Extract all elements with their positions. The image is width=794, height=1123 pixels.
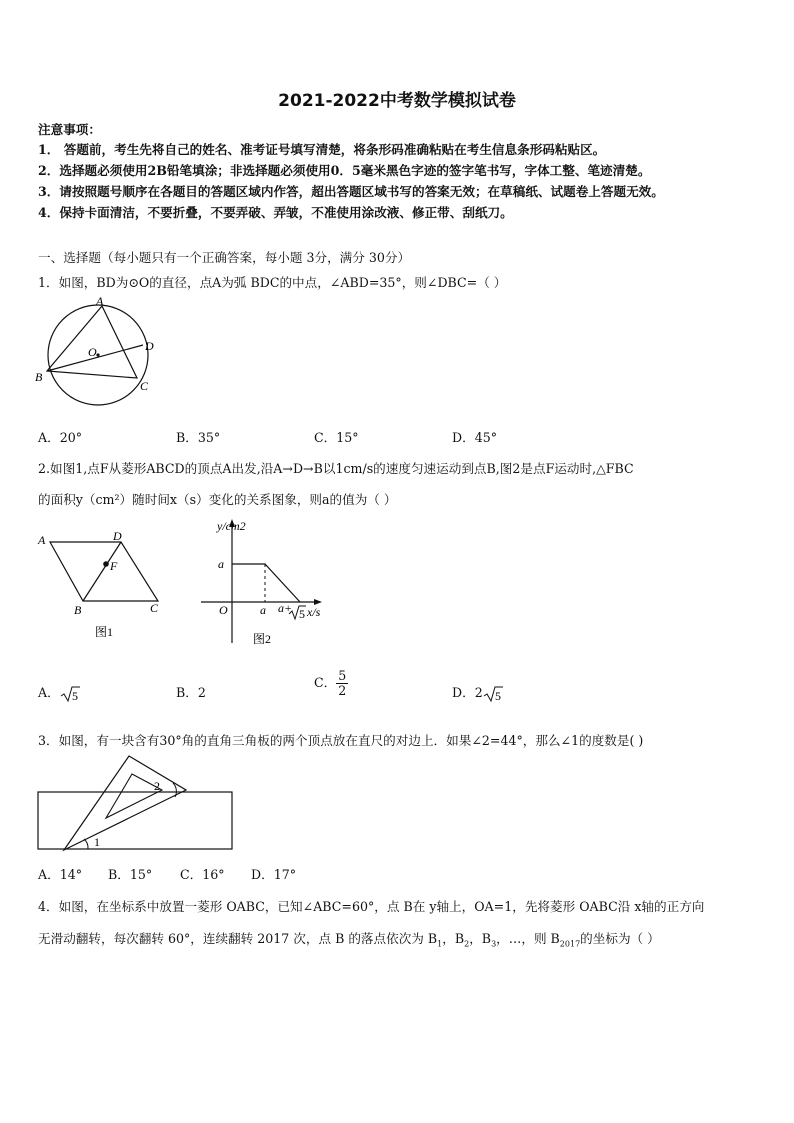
angle-1-label: 1: [94, 835, 100, 849]
x-axis-label: x/s: [307, 605, 321, 619]
q3-option-a: A．14°: [38, 867, 83, 882]
radicand: 5: [494, 688, 501, 703]
fraction: [336, 669, 348, 698]
note-item: 3．请按照题号顺序在各题目的答题区域内作答，超出答题区域书写的答案无效；在草稿纸、试题卷上答题无效。: [38, 184, 664, 199]
question-2-stem-line1: 2.如图1,点F从菱形ABCD的顶点A出发,沿A→D→B以1cm/s的速度匀速运动到点B,图2是点F运动时,△FBC: [38, 461, 634, 476]
q1-option-c: C．15°: [314, 430, 359, 445]
q1-option-d: D．45°: [452, 430, 498, 445]
q3-option-c: C．16°: [180, 867, 225, 882]
label-b: B: [74, 603, 82, 617]
subscript: 2017: [559, 939, 581, 949]
note-item: 4．保持卡面清洁，不要折叠，不要弄破、弄皱，不准使用涂改液、修正带、刮纸刀。: [38, 205, 513, 220]
option-c-prefix: C．: [314, 675, 337, 690]
denominator: 2: [338, 683, 347, 698]
angle-2-label: 2: [154, 779, 160, 793]
ruler: [38, 792, 232, 849]
notes-heading: 注意事项：: [38, 122, 101, 137]
stem-text: ，B: [469, 931, 492, 946]
point-f: [103, 561, 109, 567]
q3-option-b: B．15°: [108, 867, 153, 882]
q2-option-d: [452, 682, 503, 703]
option-a-prefix: A．: [38, 685, 60, 700]
x-value-a: a: [260, 603, 266, 617]
q2-rhombus-figure: [34, 528, 174, 643]
q1-option-a: A．20°: [38, 430, 83, 445]
q3-ruler-triangle-figure: [36, 753, 236, 855]
stem-text: 的坐标为（ ）: [580, 931, 660, 946]
radical-sign-icon: [60, 685, 80, 703]
q2-option-a: [38, 682, 80, 703]
subscript: 2: [464, 939, 470, 949]
q1-circle-figure: [30, 292, 170, 417]
option-d-prefix: D．2: [452, 685, 483, 700]
label-a: A: [38, 533, 46, 547]
label-d: D: [145, 339, 154, 353]
q2-option-b: B．2: [176, 685, 206, 700]
x-value-sqrt5: 5: [299, 607, 305, 621]
radical-sign-icon: [483, 685, 503, 703]
y-axis-label: y/cm2: [217, 519, 246, 533]
label-a: A: [96, 294, 104, 308]
note-item: 2．选择题必须使用2B铅笔填涂；非选择题必须使用0．5毫米黑色字迹的签字笔书写，字体工整、笔迹清楚。: [38, 163, 651, 178]
question-2-stem-line2: 的面积y（cm²）随时间x（s）变化的关系图象，则a的值为（ ）: [38, 492, 397, 507]
question-1-stem: 1．如图，BD为⊙O的直径，点A为弧 BDC的中点，∠ABD=35°，则∠DBC=（ ）: [38, 275, 507, 290]
rhombus-abcd: [50, 542, 158, 601]
q2-graph-figure: [196, 515, 331, 650]
label-o: O: [88, 345, 97, 359]
label-f: F: [110, 559, 118, 573]
figure-2-caption: 图2: [253, 632, 272, 646]
q3-option-d: D．17°: [251, 867, 297, 882]
set-square-outer: [64, 756, 186, 850]
stem-text: 无滑动翻转，每次翻转 60°，连续翻转 2017 次，点 B 的落点依次为 B: [38, 931, 438, 946]
label-d: D: [113, 529, 122, 543]
question-4-stem-line1: 4．如图，在坐标系中放置一菱形 OABC，已知∠ABC=60°，点 B在 y轴上，OA=1，先将菱形 OABC沿 x轴的正方向: [38, 899, 705, 914]
stem-text: ，B: [442, 931, 465, 946]
numerator: 5: [338, 668, 347, 683]
center-point: [96, 353, 99, 356]
radicand: 5: [71, 688, 78, 703]
question-4-stem-line2: [38, 928, 660, 949]
label-b: B: [35, 370, 43, 384]
subscript: 3: [491, 939, 497, 949]
stem-text: ，…，则 B: [496, 931, 560, 946]
question-3-stem: 3．如图，有一块含有30°角的直角三角板的两个顶点放在直尺的对边上．如果∠2=44°，那么∠1的度数是( ): [38, 733, 644, 748]
figure-1-caption: 图1: [95, 625, 114, 639]
q1-option-b: B．35°: [176, 430, 221, 445]
x-value-a-plus: a+: [278, 601, 293, 615]
area-graph-line: [232, 564, 300, 602]
label-c: C: [140, 379, 149, 393]
subscript: 1: [437, 939, 443, 949]
origin-label: O: [219, 603, 228, 617]
page-title: 2021-2022中考数学模拟试卷: [278, 91, 516, 111]
q2-option-c: [314, 669, 348, 698]
y-value-a: a: [218, 557, 224, 571]
section-heading: 一、选择题（每小题只有一个正确答案，每小题 3分，满分 30分）: [38, 250, 411, 265]
note-item: 1． 答题前，考生先将自己的姓名、准考证号填写清楚，将条形码准确粘贴在考生信息条形码粘贴区。: [38, 142, 606, 157]
label-c: C: [150, 601, 159, 615]
